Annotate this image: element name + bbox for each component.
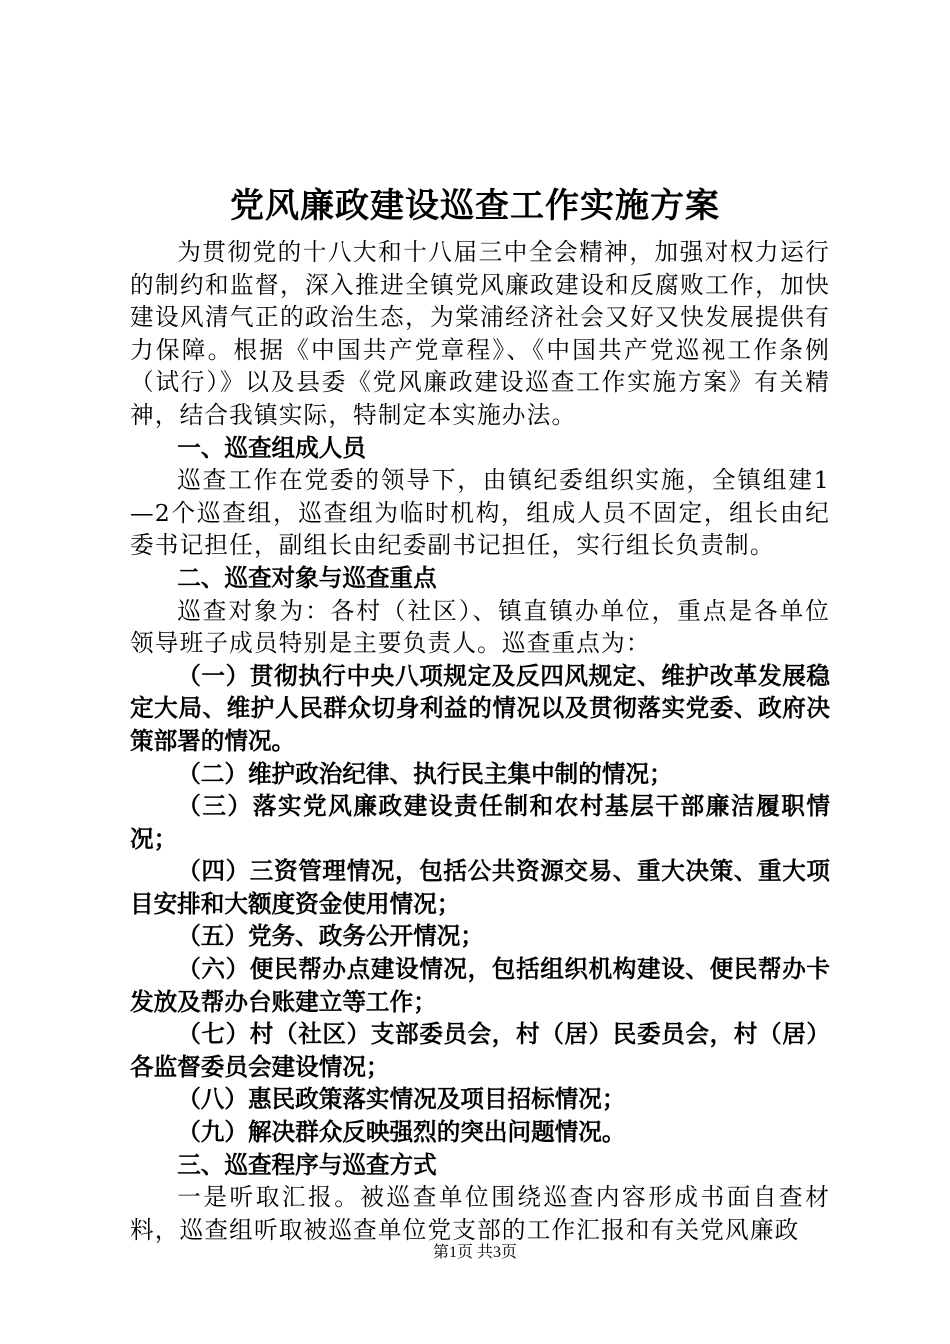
paragraph: 为贯彻党的十八大和十八届三中全会精神，加强对权力运行的制约和监督，深入推进全镇党风廉政建设和反腐败工作，加快建设风清气正的政治生态，为棠浦经济社会又好又快发展提供有力保障。根据《中国共产党章程》、《中国共产党巡视工作条例（试行）》以及县委《党风廉政建设巡查工作实施方案》有关精神，结合我镇实际，特制定本实施办法。 <box>130 238 830 429</box>
paragraph: 一是听取汇报。被巡查单位围绕巡查内容形成书面自查材料，巡查组听取被巡查单位党支部的工作汇报和有关党风廉政 <box>130 1183 830 1244</box>
list-item: （七）村（社区）支部委员会，村（居）民委员会，村（居）各监督委员会建设情况； <box>130 1020 830 1081</box>
section-heading: 二、巡查对象与巡查重点 <box>177 563 437 592</box>
list-item: （九）解决群众反映强烈的突出问题情况。 <box>177 1118 626 1147</box>
page-footer: 第1页 共3页 <box>432 1244 517 1261</box>
list-item: （四）三资管理情况，包括公共资源交易、重大决策、重大项目安排和大额度资金使用情况； <box>130 857 830 918</box>
list-item: （八）惠民政策落实情况及项目招标情况； <box>177 1085 626 1114</box>
section-heading: 一、巡查组成人员 <box>177 433 366 462</box>
list-item: （一）贯彻执行中央八项规定及反四风规定、维护改革发展稳定大局、维护人民群众切身利益的情况以及贯彻落实党委、政府决策部署的情况。 <box>130 661 830 755</box>
list-item: （三）落实党风廉政建设责任制和农村基层干部廉洁履职情况； <box>130 792 830 853</box>
section-heading: 三、巡查程序与巡查方式 <box>177 1150 437 1179</box>
paragraph: 巡查工作在党委的领导下，由镇纪委组织实施，全镇组建1—2个巡查组，巡查组为临时机构，组成人员不固定，组长由纪委书记担任，副组长由纪委副书记担任，实行组长负责制。 <box>130 466 830 560</box>
document-body <box>130 236 830 1246</box>
document-title: 党风廉政建设巡查工作实施方案 <box>230 186 720 226</box>
list-item: （六）便民帮办点建设情况，包括组织机构建设、便民帮办卡发放及帮办台账建立等工作； <box>130 955 830 1016</box>
list-item: （二）维护政治纪律、执行民主集中制的情况； <box>177 759 673 788</box>
list-item: （五）党务、政务公开情况； <box>177 922 484 951</box>
paragraph: 巡查对象为：各村（社区）、镇直镇办单位，重点是各单位领导班子成员特别是主要负责人。巡查重点为： <box>130 596 830 658</box>
